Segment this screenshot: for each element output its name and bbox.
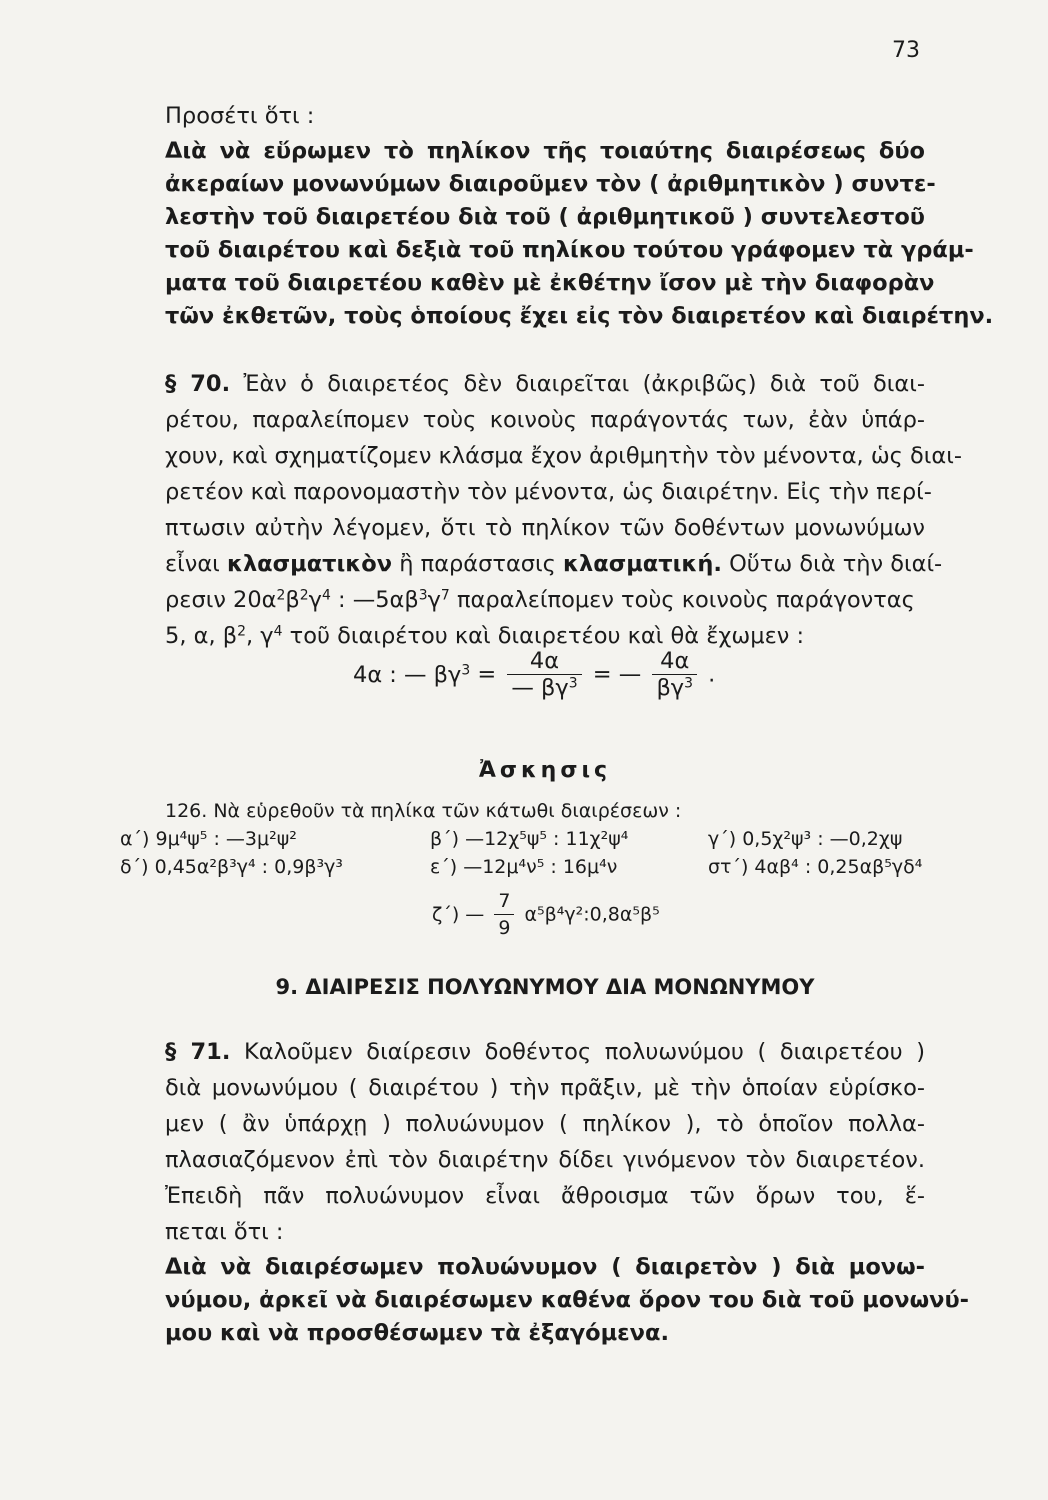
section-title: 9. ΔΙΑΙΡΕΣΙΣ ΠΟΛΥΩΝΥΜΟΥ ΔΙΑ ΜΟΝΩΝΥΜΟΥ [275,975,815,999]
exercise-intro: 126. Νὰ εὑρεθοῦν τὰ πηλίκα τῶν κάτωθι διαιρέσεων : [165,800,682,822]
fraction [652,648,697,701]
rule1-line: ματα τοῦ διαιρετέου καθὲν μὲ ἐκθέτην ἴσον μὲ τὴν διαφορὰν [165,270,935,296]
text: Οὕτω διὰ τὴν διαί- [729,551,943,577]
text: ρεσιν 20α [165,587,277,613]
text: 4α : — βγ [353,661,462,688]
division-equation [353,648,715,701]
text: Ἐὰν ὁ διαιρετέος δὲν διαιρεῖται (ἀκριβῶς) διὰ τοῦ διαι- [243,371,925,397]
sec70-line: πτωσιν αὐτὴν λέγομεν, ὅτι τὸ πηλίκον τῶν δοθέντων μονωνύμων [165,515,925,541]
rule1-line: Διὰ νὰ εὕρωμεν τὸ πηλίκον τῆς τοιαύτης διαιρέσεως δύο [165,138,925,164]
exponent: 4 [321,587,331,604]
sec71-line: πλασιαζόμενον ἐπὶ τὸν διαιρέτην δίδει γινόμενον τὸν διαιρετέον. [165,1147,925,1173]
term-bold: κλασματικὸν [226,551,393,577]
exponent: 7 [440,587,450,604]
exponent: 3 [418,587,428,604]
intro-line: Προσέτι ὅτι : [165,103,315,129]
sec71-line: Ἐπειδὴ πᾶν πολυώνυμον εἶναι ἄθροισμα τῶν ὅρων του, ἕ- [165,1183,925,1209]
sec70-line: χουν, καὶ σχηματίζομεν κλάσμα ἔχον ἀριθμητὴν τὸν μένοντα, ὡς διαι- [165,443,962,469]
exercise-item: στ΄) 4αβ⁴ : 0,25αβ⁵γδ⁴ [708,856,923,878]
exercise-item: ε΄) —12μ⁴ν⁵ : 16μ⁴ν [430,856,618,878]
sec71-line: πεται ὅτι : [165,1219,284,1245]
sec70-line: ρετέον καὶ παρονομαστὴν τὸν μένοντα, ὡς διαιρέτην. Εἰς τὴν περί- [165,479,932,505]
fraction [507,648,581,701]
term-bold: κλασματική. [563,551,722,577]
rule1-line: λεστὴν τοῦ διαιρετέου διὰ τοῦ ( ἀριθμητικοῦ ) συντελεστοῦ [165,204,925,230]
text: ζ΄) — [432,903,485,926]
sec71-line: διὰ μονωνύμου ( διαιρέτου ) τὴν πρᾶξιν, μὲ τὴν ὁποίαν εὑρίσκο- [165,1075,925,1101]
exercise-item-zeta [432,888,660,941]
text: εἶναι [165,551,220,577]
text: βγ [656,675,685,701]
rule2-line: νύμου, ἀρκεῖ νὰ διαιρέσωμεν καθένα ὅρον του διὰ τοῦ μονωνύ- [165,1287,969,1313]
text: γ [427,587,441,613]
period: . [708,661,716,688]
denominator [652,675,697,701]
rule2-line: μου καὶ νὰ προσθέσωμεν τὰ ἐξαγόμενα. [165,1320,670,1346]
sec70-line6 [165,548,943,580]
exponent: 3 [461,661,471,678]
equals-sign: = [477,661,497,688]
text: παραλείπομεν τοὺς κοινοὺς παράγοντας [449,587,915,613]
exponent: 2 [276,587,286,604]
exponent: 2 [237,623,246,640]
sec71-line: μεν ( ἂν ὑπάρχῃ ) πολυώνυμον ( πηλίκον ), τὸ ὁποῖον πολλα- [165,1111,925,1137]
exercise-item: β΄) —12χ⁵ψ⁵ : 11χ²ψ⁴ [430,828,629,850]
denominator [507,675,581,701]
numerator: 4α [507,648,581,675]
text: : —5αβ [330,587,419,613]
text: 5, α, β [165,623,238,649]
numerator: 4α [652,648,697,675]
sec71-line1 [165,1036,925,1068]
section-mark: § 71. [165,1039,231,1065]
text: — βγ [511,675,569,701]
fraction [494,888,514,941]
text: Καλοῦμεν διαίρεσιν δοθέντος πολυωνύμου ( διαιρετέου ) [243,1039,925,1065]
exponent: 2 [299,587,309,604]
eq-lhs [353,662,470,688]
exercises-heading: Ἀσκησις [478,758,612,783]
exercise-item: α΄) 9μ⁴ψ⁵ : —3μ²ψ² [120,828,297,850]
equals-minus: = — [592,661,642,688]
rule1-line: ἀκεραίων μονωνύμων διαιροῦμεν τὸν ( ἀριθμητικὸν ) συντε- [165,171,936,197]
numerator: 7 [494,888,514,915]
sec70-line: ρέτου, παραλείπομεν τοὺς κοινοὺς παράγοντάς των, ἐὰν ὑπάρ- [165,407,925,433]
sec70-line1 [165,368,925,400]
rule2-line: Διὰ νὰ διαιρέσωμεν πολυώνυμον ( διαιρετὸν ) διὰ μονω- [165,1254,925,1280]
rule1-line: τοῦ διαιρέτου καὶ δεξιὰ τοῦ πηλίκου τούτου γράφομεν τὰ γράμ- [165,237,974,263]
text: ἢ παράστασις [399,551,556,577]
text: , γ [246,623,274,649]
text: τοῦ διαιρέτου καὶ διαιρετέου καὶ θὰ ἔχωμεν : [282,623,805,649]
page-number: 73 [892,38,920,63]
exponent: 4 [273,623,283,640]
text: γ [308,587,322,613]
text: β [285,587,300,613]
sec70-line7 [165,584,925,616]
exercise-item: γ΄) 0,5χ²ψ³ : —0,2χψ [708,828,903,850]
exponent: 3 [568,675,578,692]
section-mark: § 70. [165,371,231,397]
exercise-item: δ΄) 0,45α²β³γ⁴ : 0,9β³γ³ [120,856,343,878]
denominator: 9 [498,917,511,939]
exponent: 3 [684,675,693,692]
rule1-line: τῶν ἐκθετῶν, τοὺς ὁποίους ἔχει εἰς τὸν διαιρετέον καὶ διαιρέτην. [165,303,994,329]
text: α⁵β⁴γ²:0,8α⁵β⁵ [524,903,660,926]
